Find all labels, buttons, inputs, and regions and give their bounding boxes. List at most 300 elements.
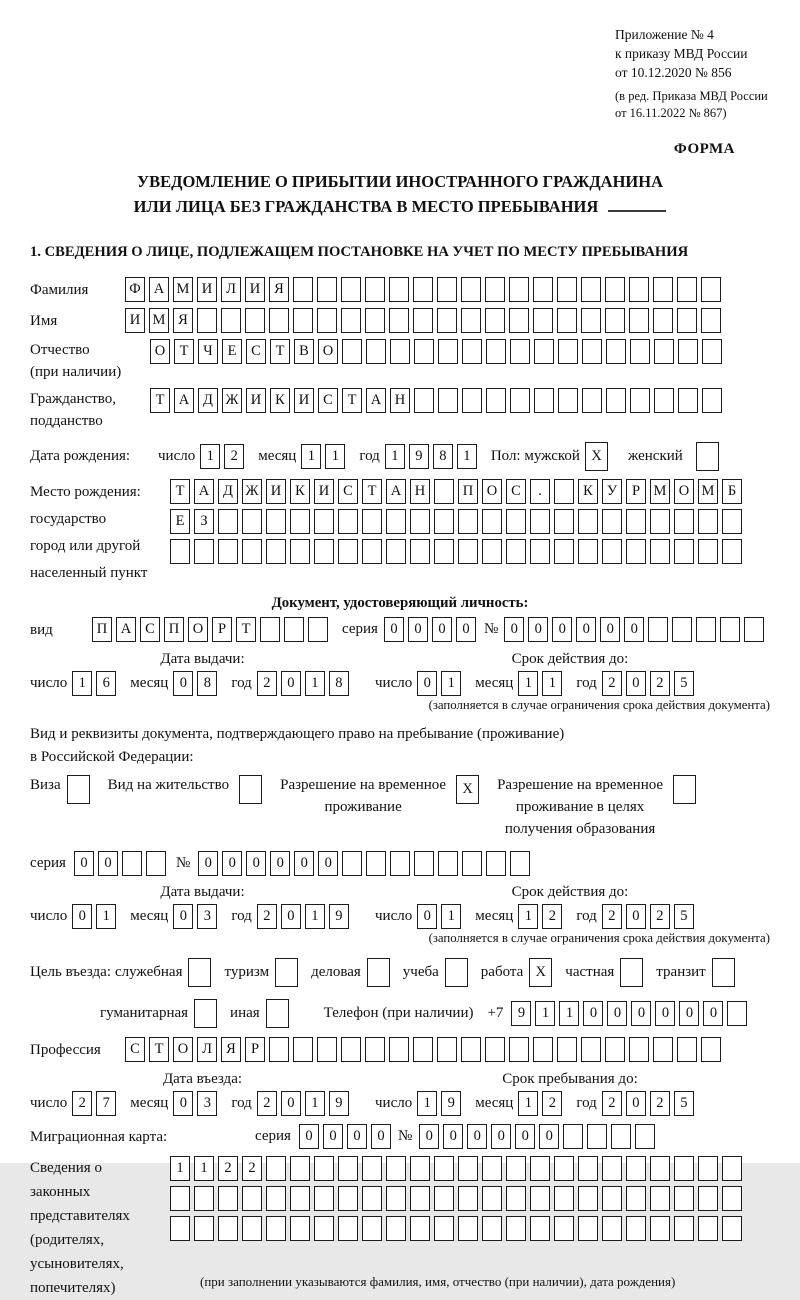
char-cell[interactable]: О bbox=[674, 479, 694, 504]
char-cell[interactable] bbox=[362, 1216, 382, 1241]
char-cell[interactable] bbox=[722, 1186, 742, 1211]
char-cell[interactable]: И bbox=[294, 388, 314, 413]
char-cell[interactable] bbox=[414, 388, 434, 413]
char-cell[interactable] bbox=[602, 1156, 622, 1181]
char-cell[interactable] bbox=[506, 1156, 526, 1181]
char-cell[interactable]: 1 bbox=[305, 904, 325, 929]
char-cell[interactable] bbox=[342, 339, 362, 364]
char-cell[interactable] bbox=[194, 539, 214, 564]
char-cell[interactable] bbox=[218, 1216, 238, 1241]
char-cell[interactable] bbox=[558, 339, 578, 364]
char-cell[interactable] bbox=[317, 308, 337, 333]
char-cell[interactable] bbox=[677, 277, 697, 302]
char-cell[interactable]: 3 bbox=[197, 904, 217, 929]
char-cell[interactable] bbox=[290, 509, 310, 534]
char-cell[interactable] bbox=[510, 339, 530, 364]
char-cell[interactable] bbox=[485, 308, 505, 333]
char-cell[interactable] bbox=[67, 775, 90, 804]
char-cell[interactable]: Т bbox=[236, 617, 256, 642]
char-cell[interactable]: Ж bbox=[242, 479, 262, 504]
char-cell[interactable] bbox=[629, 277, 649, 302]
char-cell[interactable] bbox=[458, 539, 478, 564]
char-cell[interactable] bbox=[242, 539, 262, 564]
char-cell[interactable]: Т bbox=[270, 339, 290, 364]
char-cell[interactable]: 0 bbox=[222, 851, 242, 876]
char-cell[interactable]: М bbox=[650, 479, 670, 504]
char-cell[interactable] bbox=[389, 308, 409, 333]
char-cell[interactable]: И bbox=[125, 308, 145, 333]
char-cell[interactable]: 2 bbox=[72, 1091, 92, 1116]
char-cell[interactable] bbox=[362, 1156, 382, 1181]
char-cell[interactable]: К bbox=[578, 479, 598, 504]
char-cell[interactable]: 8 bbox=[433, 444, 453, 469]
char-cell[interactable] bbox=[362, 509, 382, 534]
char-cell[interactable]: 2 bbox=[542, 1091, 562, 1116]
char-cell[interactable]: 1 bbox=[457, 444, 477, 469]
char-cell[interactable] bbox=[674, 509, 694, 534]
char-cell[interactable] bbox=[462, 388, 482, 413]
char-cell[interactable] bbox=[366, 851, 386, 876]
char-cell[interactable]: У bbox=[602, 479, 622, 504]
char-cell[interactable] bbox=[362, 1186, 382, 1211]
char-cell[interactable] bbox=[486, 851, 506, 876]
char-cell[interactable]: З bbox=[194, 509, 214, 534]
char-cell[interactable]: К bbox=[270, 388, 290, 413]
char-cell[interactable] bbox=[701, 308, 721, 333]
char-cell[interactable] bbox=[578, 539, 598, 564]
char-cell[interactable] bbox=[266, 999, 289, 1028]
char-cell[interactable] bbox=[341, 1037, 361, 1062]
char-cell[interactable] bbox=[698, 509, 718, 534]
char-cell[interactable]: 0 bbox=[626, 904, 646, 929]
char-cell[interactable] bbox=[701, 1037, 721, 1062]
char-cell[interactable]: И bbox=[197, 277, 217, 302]
char-cell[interactable]: 1 bbox=[96, 904, 116, 929]
char-cell[interactable]: 2 bbox=[257, 904, 277, 929]
char-cell[interactable] bbox=[557, 277, 577, 302]
char-cell[interactable] bbox=[720, 617, 740, 642]
char-cell[interactable] bbox=[314, 1156, 334, 1181]
char-cell[interactable] bbox=[260, 617, 280, 642]
char-cell[interactable]: 5 bbox=[674, 1091, 694, 1116]
char-cell[interactable]: 0 bbox=[270, 851, 290, 876]
char-cell[interactable] bbox=[266, 539, 286, 564]
char-cell[interactable] bbox=[386, 1156, 406, 1181]
char-cell[interactable] bbox=[506, 1186, 526, 1211]
char-cell[interactable] bbox=[581, 277, 601, 302]
char-cell[interactable] bbox=[293, 308, 313, 333]
char-cell[interactable] bbox=[290, 1156, 310, 1181]
char-cell[interactable]: 9 bbox=[441, 1091, 461, 1116]
char-cell[interactable]: 0 bbox=[408, 617, 428, 642]
char-cell[interactable]: С bbox=[338, 479, 358, 504]
char-cell[interactable] bbox=[602, 539, 622, 564]
char-cell[interactable] bbox=[482, 539, 502, 564]
char-cell[interactable] bbox=[626, 1186, 646, 1211]
char-cell[interactable] bbox=[510, 388, 530, 413]
char-cell[interactable] bbox=[482, 1186, 502, 1211]
char-cell[interactable]: Е bbox=[170, 509, 190, 534]
char-cell[interactable] bbox=[606, 339, 626, 364]
char-cell[interactable] bbox=[509, 1037, 529, 1062]
char-cell[interactable] bbox=[290, 539, 310, 564]
char-cell[interactable]: С bbox=[246, 339, 266, 364]
char-cell[interactable] bbox=[534, 339, 554, 364]
char-cell[interactable] bbox=[218, 539, 238, 564]
char-cell[interactable] bbox=[390, 851, 410, 876]
char-cell[interactable] bbox=[744, 617, 764, 642]
char-cell[interactable] bbox=[266, 1186, 286, 1211]
char-cell[interactable]: Д bbox=[218, 479, 238, 504]
char-cell[interactable]: Ч bbox=[198, 339, 218, 364]
char-cell[interactable] bbox=[389, 277, 409, 302]
char-cell[interactable] bbox=[266, 1216, 286, 1241]
char-cell[interactable] bbox=[605, 1037, 625, 1062]
char-cell[interactable] bbox=[293, 277, 313, 302]
char-cell[interactable] bbox=[314, 1216, 334, 1241]
char-cell[interactable] bbox=[338, 539, 358, 564]
char-cell[interactable]: 1 bbox=[385, 444, 405, 469]
char-cell[interactable] bbox=[242, 1186, 262, 1211]
char-cell[interactable] bbox=[242, 509, 262, 534]
char-cell[interactable] bbox=[678, 388, 698, 413]
char-cell[interactable] bbox=[266, 1156, 286, 1181]
char-cell[interactable]: 2 bbox=[218, 1156, 238, 1181]
char-cell[interactable] bbox=[482, 509, 502, 534]
char-cell[interactable] bbox=[290, 1216, 310, 1241]
char-cell[interactable]: 0 bbox=[198, 851, 218, 876]
char-cell[interactable] bbox=[245, 308, 265, 333]
char-cell[interactable] bbox=[170, 1186, 190, 1211]
char-cell[interactable]: 0 bbox=[456, 617, 476, 642]
char-cell[interactable] bbox=[410, 1216, 430, 1241]
char-cell[interactable] bbox=[458, 1156, 478, 1181]
char-cell[interactable] bbox=[626, 509, 646, 534]
char-cell[interactable] bbox=[602, 1216, 622, 1241]
char-cell[interactable] bbox=[727, 1001, 747, 1026]
char-cell[interactable]: 0 bbox=[323, 1124, 343, 1149]
char-cell[interactable] bbox=[674, 539, 694, 564]
char-cell[interactable] bbox=[437, 308, 457, 333]
char-cell[interactable]: 5 bbox=[674, 671, 694, 696]
char-cell[interactable] bbox=[486, 388, 506, 413]
char-cell[interactable] bbox=[482, 1216, 502, 1241]
char-cell[interactable] bbox=[554, 1156, 574, 1181]
char-cell[interactable] bbox=[722, 509, 742, 534]
char-cell[interactable] bbox=[269, 308, 289, 333]
char-cell[interactable]: 0 bbox=[417, 904, 437, 929]
char-cell[interactable]: X bbox=[585, 442, 608, 471]
char-cell[interactable] bbox=[530, 509, 550, 534]
char-cell[interactable]: 0 bbox=[246, 851, 266, 876]
char-cell[interactable] bbox=[365, 308, 385, 333]
char-cell[interactable] bbox=[194, 999, 217, 1028]
char-cell[interactable]: 0 bbox=[600, 617, 620, 642]
char-cell[interactable] bbox=[314, 1186, 334, 1211]
char-cell[interactable] bbox=[654, 339, 674, 364]
char-cell[interactable]: 1 bbox=[194, 1156, 214, 1181]
char-cell[interactable]: 1 bbox=[72, 671, 92, 696]
char-cell[interactable] bbox=[650, 1156, 670, 1181]
char-cell[interactable] bbox=[410, 1186, 430, 1211]
char-cell[interactable]: 0 bbox=[173, 1091, 193, 1116]
char-cell[interactable] bbox=[653, 308, 673, 333]
char-cell[interactable] bbox=[365, 277, 385, 302]
char-cell[interactable]: Л bbox=[221, 277, 241, 302]
char-cell[interactable]: 0 bbox=[626, 671, 646, 696]
char-cell[interactable]: 7 bbox=[96, 1091, 116, 1116]
char-cell[interactable]: 2 bbox=[242, 1156, 262, 1181]
char-cell[interactable] bbox=[366, 339, 386, 364]
char-cell[interactable]: 0 bbox=[417, 671, 437, 696]
char-cell[interactable]: 0 bbox=[98, 851, 118, 876]
char-cell[interactable] bbox=[629, 1037, 649, 1062]
char-cell[interactable] bbox=[533, 1037, 553, 1062]
char-cell[interactable]: Т bbox=[149, 1037, 169, 1062]
char-cell[interactable] bbox=[509, 277, 529, 302]
char-cell[interactable] bbox=[362, 539, 382, 564]
char-cell[interactable] bbox=[578, 1186, 598, 1211]
char-cell[interactable] bbox=[696, 617, 716, 642]
char-cell[interactable] bbox=[672, 617, 692, 642]
char-cell[interactable]: К bbox=[290, 479, 310, 504]
char-cell[interactable]: 0 bbox=[347, 1124, 367, 1149]
char-cell[interactable] bbox=[414, 851, 434, 876]
char-cell[interactable] bbox=[266, 509, 286, 534]
char-cell[interactable] bbox=[317, 1037, 337, 1062]
char-cell[interactable] bbox=[413, 277, 433, 302]
char-cell[interactable] bbox=[620, 958, 643, 987]
char-cell[interactable] bbox=[506, 539, 526, 564]
char-cell[interactable] bbox=[509, 308, 529, 333]
char-cell[interactable]: Б bbox=[722, 479, 742, 504]
char-cell[interactable]: В bbox=[294, 339, 314, 364]
char-cell[interactable] bbox=[461, 277, 481, 302]
char-cell[interactable]: С bbox=[318, 388, 338, 413]
char-cell[interactable] bbox=[650, 1186, 670, 1211]
char-cell[interactable]: 1 bbox=[305, 671, 325, 696]
char-cell[interactable]: 2 bbox=[257, 1091, 277, 1116]
char-cell[interactable]: 0 bbox=[173, 904, 193, 929]
char-cell[interactable]: 2 bbox=[650, 671, 670, 696]
char-cell[interactable] bbox=[317, 277, 337, 302]
char-cell[interactable]: Т bbox=[170, 479, 190, 504]
char-cell[interactable] bbox=[654, 388, 674, 413]
char-cell[interactable]: Я bbox=[221, 1037, 241, 1062]
char-cell[interactable] bbox=[530, 1186, 550, 1211]
char-cell[interactable]: 1 bbox=[200, 444, 220, 469]
char-cell[interactable]: Н bbox=[410, 479, 430, 504]
char-cell[interactable] bbox=[170, 1216, 190, 1241]
char-cell[interactable] bbox=[698, 539, 718, 564]
char-cell[interactable]: 2 bbox=[602, 904, 622, 929]
char-cell[interactable] bbox=[635, 1124, 655, 1149]
char-cell[interactable] bbox=[677, 1037, 697, 1062]
char-cell[interactable] bbox=[434, 1216, 454, 1241]
char-cell[interactable]: О bbox=[173, 1037, 193, 1062]
char-cell[interactable] bbox=[438, 388, 458, 413]
char-cell[interactable]: 1 bbox=[518, 671, 538, 696]
char-cell[interactable] bbox=[221, 308, 241, 333]
char-cell[interactable]: 0 bbox=[576, 617, 596, 642]
char-cell[interactable] bbox=[506, 509, 526, 534]
char-cell[interactable]: 0 bbox=[528, 617, 548, 642]
char-cell[interactable] bbox=[218, 1186, 238, 1211]
char-cell[interactable] bbox=[367, 958, 390, 987]
char-cell[interactable] bbox=[458, 509, 478, 534]
char-cell[interactable]: П bbox=[458, 479, 478, 504]
char-cell[interactable] bbox=[438, 851, 458, 876]
char-cell[interactable] bbox=[582, 388, 602, 413]
char-cell[interactable]: 1 bbox=[542, 671, 562, 696]
char-cell[interactable]: 1 bbox=[170, 1156, 190, 1181]
char-cell[interactable]: 0 bbox=[281, 904, 301, 929]
char-cell[interactable]: А bbox=[366, 388, 386, 413]
char-cell[interactable] bbox=[410, 509, 430, 534]
char-cell[interactable] bbox=[342, 851, 362, 876]
char-cell[interactable]: 0 bbox=[583, 1001, 603, 1026]
char-cell[interactable] bbox=[341, 308, 361, 333]
char-cell[interactable]: 1 bbox=[441, 671, 461, 696]
char-cell[interactable]: 0 bbox=[703, 1001, 723, 1026]
char-cell[interactable] bbox=[188, 958, 211, 987]
char-cell[interactable] bbox=[602, 1186, 622, 1211]
char-cell[interactable] bbox=[702, 388, 722, 413]
char-cell[interactable]: О bbox=[318, 339, 338, 364]
char-cell[interactable]: 0 bbox=[384, 617, 404, 642]
char-cell[interactable] bbox=[338, 1156, 358, 1181]
char-cell[interactable]: 0 bbox=[299, 1124, 319, 1149]
char-cell[interactable]: 5 bbox=[674, 904, 694, 929]
char-cell[interactable]: 1 bbox=[441, 904, 461, 929]
char-cell[interactable] bbox=[554, 509, 574, 534]
char-cell[interactable]: И bbox=[266, 479, 286, 504]
char-cell[interactable] bbox=[341, 277, 361, 302]
char-cell[interactable] bbox=[629, 308, 649, 333]
char-cell[interactable] bbox=[581, 308, 601, 333]
char-cell[interactable]: 2 bbox=[602, 671, 622, 696]
char-cell[interactable]: 0 bbox=[504, 617, 524, 642]
char-cell[interactable] bbox=[434, 1186, 454, 1211]
char-cell[interactable] bbox=[194, 1186, 214, 1211]
char-cell[interactable]: Т bbox=[174, 339, 194, 364]
char-cell[interactable]: 2 bbox=[650, 904, 670, 929]
char-cell[interactable]: 8 bbox=[329, 671, 349, 696]
char-cell[interactable] bbox=[630, 339, 650, 364]
char-cell[interactable]: X bbox=[456, 775, 479, 804]
char-cell[interactable] bbox=[194, 1216, 214, 1241]
char-cell[interactable] bbox=[626, 539, 646, 564]
char-cell[interactable] bbox=[673, 775, 696, 804]
char-cell[interactable] bbox=[365, 1037, 385, 1062]
char-cell[interactable]: А bbox=[149, 277, 169, 302]
char-cell[interactable]: 2 bbox=[542, 904, 562, 929]
char-cell[interactable]: 1 bbox=[325, 444, 345, 469]
char-cell[interactable]: С bbox=[140, 617, 160, 642]
char-cell[interactable]: Я bbox=[269, 277, 289, 302]
char-cell[interactable] bbox=[269, 1037, 289, 1062]
char-cell[interactable] bbox=[563, 1124, 583, 1149]
char-cell[interactable] bbox=[611, 1124, 631, 1149]
char-cell[interactable] bbox=[410, 539, 430, 564]
char-cell[interactable]: М bbox=[149, 308, 169, 333]
char-cell[interactable] bbox=[293, 1037, 313, 1062]
char-cell[interactable]: 0 bbox=[281, 1091, 301, 1116]
char-cell[interactable]: И bbox=[245, 277, 265, 302]
char-cell[interactable]: 9 bbox=[511, 1001, 531, 1026]
char-cell[interactable] bbox=[701, 277, 721, 302]
char-cell[interactable] bbox=[674, 1186, 694, 1211]
char-cell[interactable]: Т bbox=[150, 388, 170, 413]
char-cell[interactable]: 3 bbox=[197, 1091, 217, 1116]
char-cell[interactable]: А bbox=[116, 617, 136, 642]
char-cell[interactable]: 8 bbox=[197, 671, 217, 696]
char-cell[interactable] bbox=[696, 442, 719, 471]
char-cell[interactable]: 0 bbox=[467, 1124, 487, 1149]
char-cell[interactable] bbox=[239, 775, 262, 804]
char-cell[interactable] bbox=[414, 339, 434, 364]
char-cell[interactable] bbox=[437, 1037, 457, 1062]
char-cell[interactable]: Л bbox=[197, 1037, 217, 1062]
char-cell[interactable] bbox=[606, 388, 626, 413]
char-cell[interactable] bbox=[702, 339, 722, 364]
char-cell[interactable]: О bbox=[150, 339, 170, 364]
char-cell[interactable] bbox=[650, 1216, 670, 1241]
char-cell[interactable] bbox=[314, 539, 334, 564]
char-cell[interactable] bbox=[653, 277, 673, 302]
char-cell[interactable] bbox=[653, 1037, 673, 1062]
char-cell[interactable] bbox=[242, 1216, 262, 1241]
char-cell[interactable] bbox=[722, 539, 742, 564]
char-cell[interactable] bbox=[461, 308, 481, 333]
char-cell[interactable]: Н bbox=[390, 388, 410, 413]
char-cell[interactable] bbox=[338, 1186, 358, 1211]
char-cell[interactable]: 1 bbox=[518, 1091, 538, 1116]
char-cell[interactable]: 1 bbox=[535, 1001, 555, 1026]
char-cell[interactable] bbox=[506, 1216, 526, 1241]
char-cell[interactable] bbox=[413, 1037, 433, 1062]
char-cell[interactable]: 1 bbox=[301, 444, 321, 469]
char-cell[interactable]: 1 bbox=[518, 904, 538, 929]
char-cell[interactable] bbox=[581, 1037, 601, 1062]
char-cell[interactable]: 0 bbox=[515, 1124, 535, 1149]
char-cell[interactable] bbox=[284, 617, 304, 642]
char-cell[interactable] bbox=[386, 1216, 406, 1241]
char-cell[interactable] bbox=[558, 388, 578, 413]
char-cell[interactable] bbox=[146, 851, 166, 876]
char-cell[interactable] bbox=[578, 1156, 598, 1181]
char-cell[interactable]: 6 bbox=[96, 671, 116, 696]
char-cell[interactable] bbox=[650, 509, 670, 534]
char-cell[interactable]: Т bbox=[342, 388, 362, 413]
char-cell[interactable]: 0 bbox=[419, 1124, 439, 1149]
char-cell[interactable]: Д bbox=[198, 388, 218, 413]
char-cell[interactable] bbox=[486, 339, 506, 364]
char-cell[interactable]: А bbox=[386, 479, 406, 504]
char-cell[interactable]: Р bbox=[626, 479, 646, 504]
char-cell[interactable]: И bbox=[246, 388, 266, 413]
char-cell[interactable]: 1 bbox=[305, 1091, 325, 1116]
char-cell[interactable]: 0 bbox=[552, 617, 572, 642]
char-cell[interactable]: А bbox=[174, 388, 194, 413]
char-cell[interactable]: 0 bbox=[318, 851, 338, 876]
char-cell[interactable]: 9 bbox=[409, 444, 429, 469]
char-cell[interactable]: Ф bbox=[125, 277, 145, 302]
char-cell[interactable] bbox=[587, 1124, 607, 1149]
char-cell[interactable]: О bbox=[188, 617, 208, 642]
char-cell[interactable]: 0 bbox=[74, 851, 94, 876]
char-cell[interactable]: Т bbox=[362, 479, 382, 504]
